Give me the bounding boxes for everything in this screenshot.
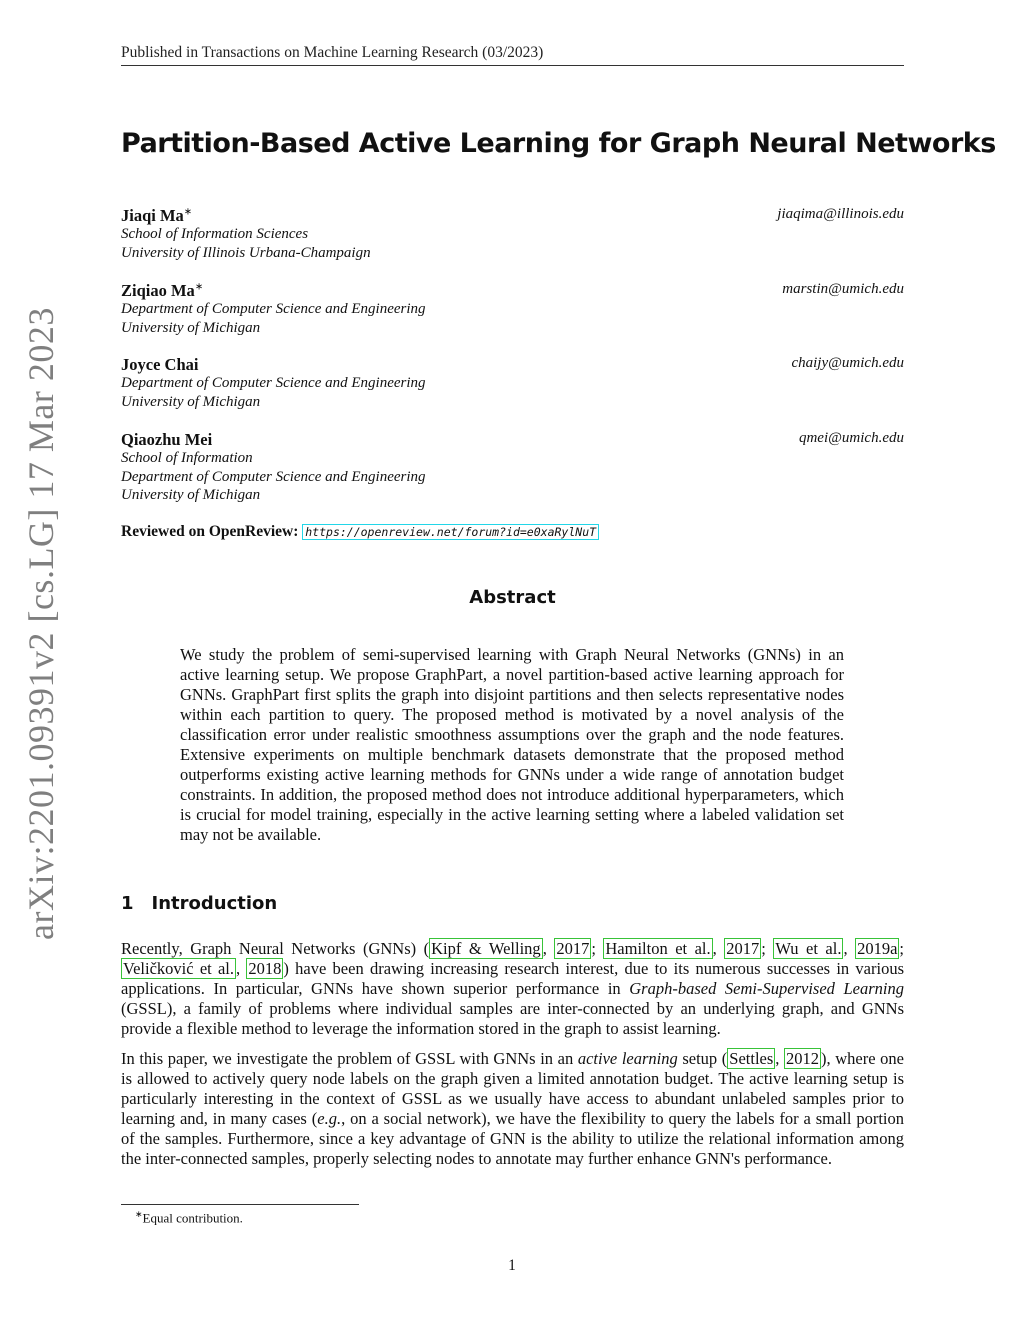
citation-link[interactable]: Kipf & Welling xyxy=(431,939,541,958)
intro-paragraph: Recently, Graph Neural Networks (GNNs) ( Kipf & Welling , 2017 ; Hamilton et al. , 2017 ; Wu et al. , 2019a ; Veličković et al. , 2018 ) have been drawing increasing research interest, due to its numerous successes in various applications. In particular, GNNs have shown superior performance in Graph-based Semi-Supervised Learning (GSSL), a family of problems where individual samples are inter-connected by an underlying graph, and GNNs provide a flexible method to leverage the information stored in the graph to assist learning. xyxy=(121,939,904,1038)
author-affiliation: Department of Computer Science and Engineering xyxy=(121,468,426,485)
arxiv-stamp: arXiv:2201.09391v2 [cs.LG] 17 Mar 2023 xyxy=(21,307,61,940)
citation-link[interactable]: 2018 xyxy=(248,959,282,978)
citation-link[interactable]: Veličković et al. xyxy=(123,959,235,978)
citation-link[interactable]: 2017 xyxy=(726,939,760,958)
running-header: Published in Transactions on Machine Learning Research (03/2023) xyxy=(121,44,544,61)
section-number: 1 xyxy=(121,893,134,914)
section-heading xyxy=(121,893,277,914)
citation-link[interactable]: 2017 xyxy=(556,939,590,958)
author-affiliation: School of Information Sciences xyxy=(121,226,309,242)
author-block xyxy=(121,355,904,411)
author-email: marstin@umich.edu xyxy=(782,281,904,297)
intro-paragraph: In this paper, we investigate the problem of GSSL with GNNs in an active learning setup ( Settles , 2012 ), where one is allowed to actively query node labels on the graph given a limited annotation budget. The active learning setup is particularly interesting in the context of GSSL as we usually have access to abundant unlabeled samples prior to learning and, in many cases (e.g., on a social network), we have the flexibility to query the labels for a small portion of the samples. Furthermore, since a key advantage of GNN is the ability to utilize the relational information among the inter-connected samples, properly selecting nodes to annotate may further enhance GNN's performance. xyxy=(121,1049,905,1168)
author-name: Jiaqi Ma∗ xyxy=(121,206,193,225)
abstract-text: We study the problem of semi-supervised learning with Graph Neural Networks (GNNs) in an active learning setup. We propose GraphPart, a novel partition-based active learning approach for GNNs. GraphPart first splits the graph into disjoint partitions and then selects representative nodes within each partition to query. The proposed method is motivated by a novel analysis of the classification error under realistic smoothness assumptions over the graph and the node features. Extensive experiments on multiple benchmark datasets demonstrate that the proposed method outperforms existing active learning methods for GNNs under a wide range of annotation budget constraints. In addition, the proposed method does not introduce additional hyperparameters, which is crucial for model training, especially in the active learning setting where a labeled validation set may not be available. xyxy=(180,645,844,844)
author-name: Joyce Chai xyxy=(121,355,199,374)
section-title: Introduction xyxy=(151,893,278,914)
author-block xyxy=(121,206,904,262)
author-block xyxy=(121,430,904,505)
author-affiliation: University of Michigan xyxy=(121,487,261,503)
author-name: Ziqiao Ma∗ xyxy=(121,281,204,300)
author-affiliation: University of Michigan xyxy=(121,393,261,410)
author-block xyxy=(121,281,904,337)
page-number: 1 xyxy=(508,1257,516,1274)
author-affiliation: Department of Computer Science and Engineering xyxy=(121,301,426,317)
footnote: ∗Equal contribution. xyxy=(135,1209,243,1226)
author-affiliation: University of Illinois Urbana-Champaign xyxy=(121,244,371,261)
author-email: qmei@umich.edu xyxy=(798,430,904,446)
author-affiliation: School of Information xyxy=(121,450,253,466)
review-label: Reviewed on OpenReview: xyxy=(121,523,299,540)
header-rule xyxy=(121,65,904,66)
author-affiliation: University of Michigan xyxy=(121,319,261,336)
author-email: jiaqima@illinois.edu xyxy=(777,206,904,222)
footnote-rule xyxy=(121,1204,359,1205)
citation-link[interactable]: 2019a xyxy=(857,939,898,958)
paper-title: Partition-Based Active Learning for Graph Neural Networks xyxy=(121,128,996,159)
citation-link[interactable]: Wu et al. xyxy=(775,939,842,958)
openreview-link[interactable]: https://openreview.net/forum?id=e0xaRylNuT xyxy=(302,524,599,540)
citation-link[interactable]: Settles xyxy=(729,1049,774,1068)
citation-link[interactable]: 2012 xyxy=(786,1049,820,1068)
abstract-heading: Abstract xyxy=(469,587,556,608)
author-email: chaijy@umich.edu xyxy=(791,355,904,371)
citation-link[interactable]: Hamilton et al. xyxy=(605,939,711,958)
author-name: Qiaozhu Mei xyxy=(121,430,213,449)
author-affiliation: Department of Computer Science and Engineering xyxy=(121,375,426,391)
review-line xyxy=(121,523,904,541)
